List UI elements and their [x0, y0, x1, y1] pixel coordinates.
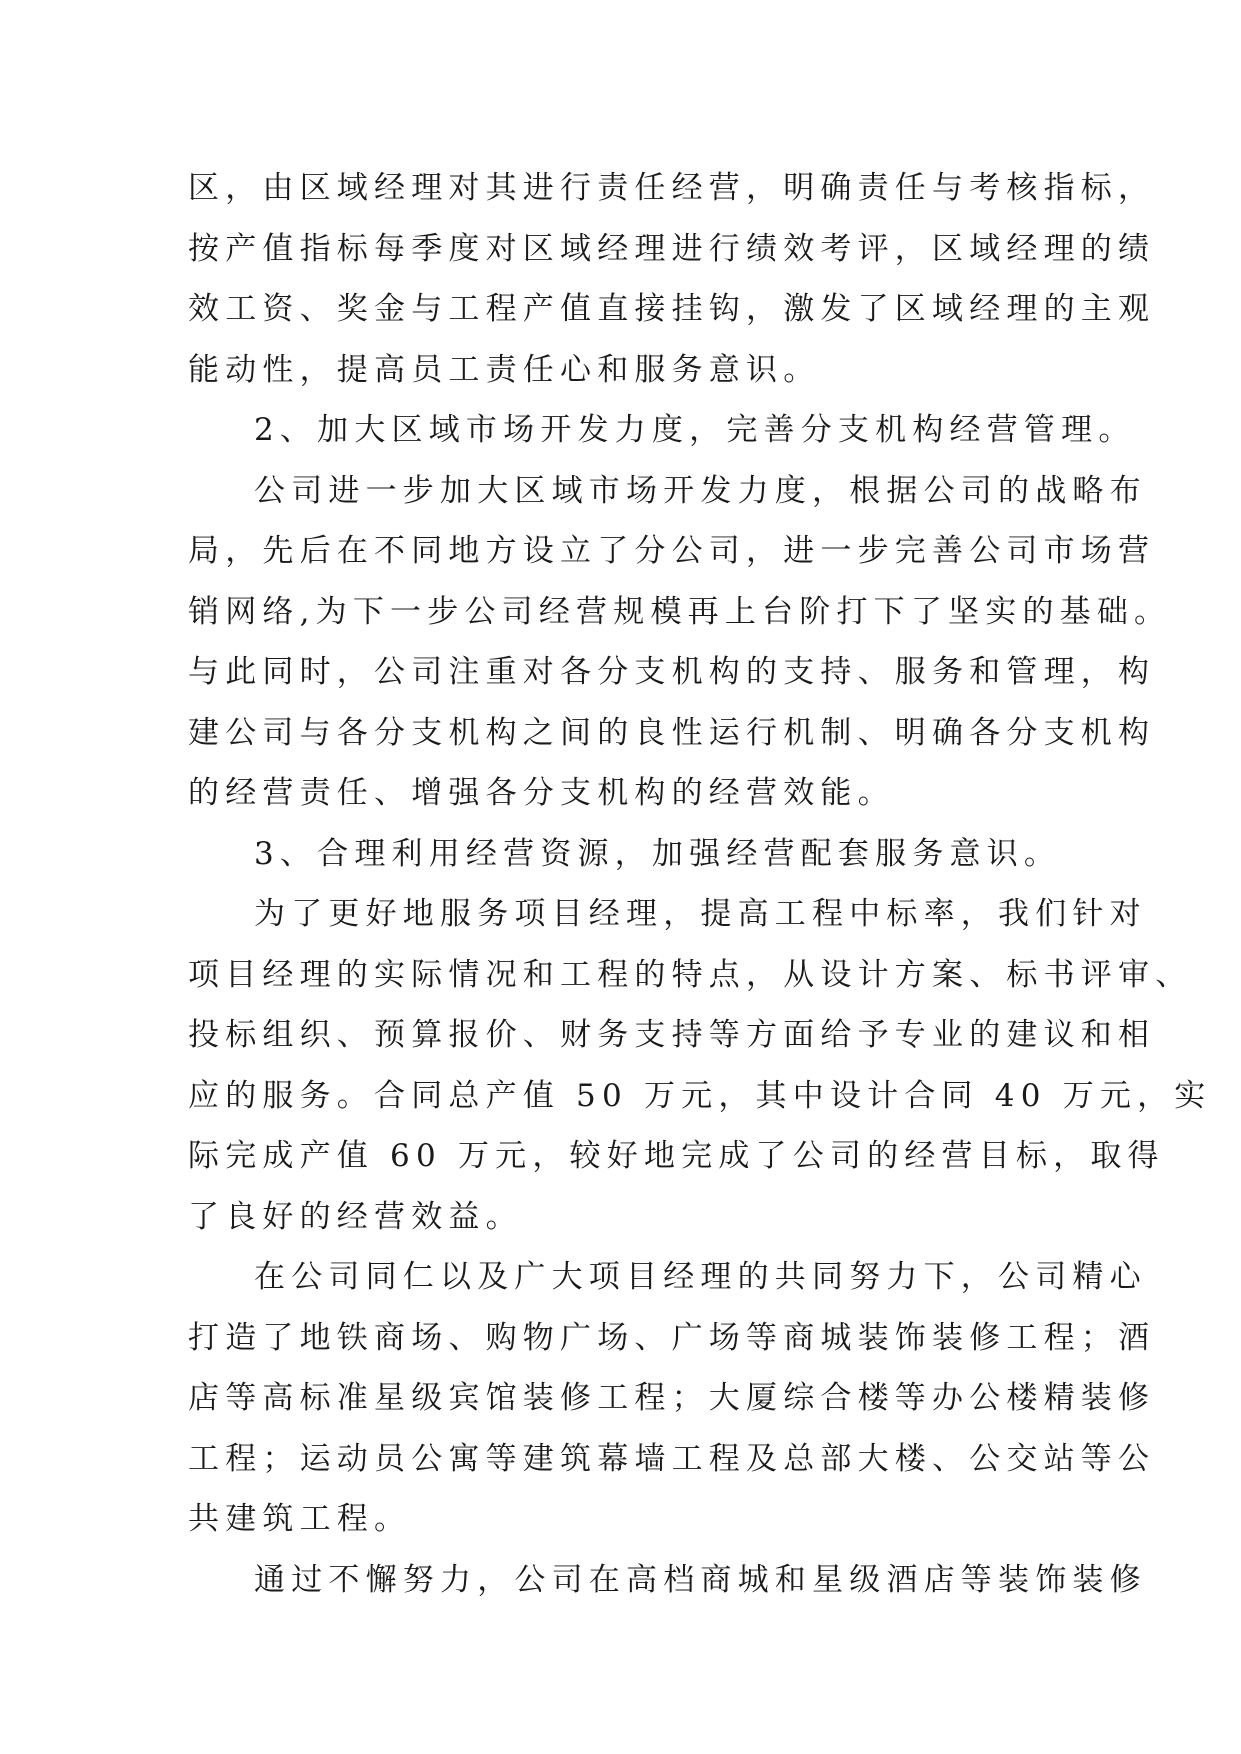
- text-line: 了良好的经营效益。: [188, 1198, 523, 1235]
- section-heading-2: 2、加大区域市场开发力度，完善分支机构经营管理。: [254, 412, 1136, 448]
- text-line: 与此同时，公司注重对各分支机构的支持、服务和管理，构: [188, 654, 1156, 690]
- text-line: 工程；运动员公寓等建筑幕墙工程及总部大楼、公交站等公: [188, 1440, 1156, 1477]
- text-line: 项目经理的实际情况和工程的特点，从设计方案、标书评审、: [188, 956, 1193, 993]
- text-line: 按产值指标每季度对区域经理进行绩效考评，区域经理的绩: [188, 230, 1156, 267]
- section-heading-3: 3、合理利用经营资源，加强经营配套服务意识。: [254, 835, 1062, 872]
- text-line: 共建筑工程。: [188, 1501, 412, 1537]
- text-line: 为了更好地服务项目经理，提高工程中标率，我们针对: [254, 896, 1147, 932]
- text-line: 公司进一步加大区域市场开发力度，根据公司的战略布: [254, 472, 1147, 509]
- text-line: 的经营责任、增强各分支机构的经营效能。: [188, 775, 895, 811]
- text-line: 在公司同仁以及广大项目经理的共同努力下，公司精心: [254, 1259, 1147, 1295]
- text-line: 局，先后在不同地方设立了分公司，进一步完善公司市场营: [188, 533, 1156, 569]
- text-line: 通过不懈努力，公司在高档商城和星级酒店等装饰装修: [254, 1561, 1147, 1598]
- text-line: 效工资、奖金与工程产值直接挂钩，激发了区域经理的主观: [188, 291, 1156, 327]
- text-line: 际完成产值 60 万元，较好地完成了公司的经营目标，取得: [188, 1138, 1165, 1174]
- document-body: [188, 158, 1212, 1610]
- text-line: 应的服务。合同总产值 50 万元，其中设计合同 40 万元，实: [188, 1077, 1212, 1114]
- text-line: 建公司与各分支机构之间的良性运行机制、明确各分支机构: [188, 714, 1156, 751]
- text-line: 能动性，提高员工责任心和服务意识。: [188, 351, 821, 388]
- text-line: 店等高标准星级宾馆装修工程；大厦综合楼等办公楼精装修: [188, 1380, 1156, 1416]
- text-line: 投标组织、预算报价、财务支持等方面给予专业的建议和相: [188, 1017, 1156, 1053]
- text-line: 区，由区域经理对其进行责任经营，明确责任与考核指标，: [188, 170, 1156, 206]
- text-line: 打造了地铁商场、购物广场、广场等商城装饰装修工程；酒: [188, 1319, 1156, 1356]
- text-line: 销网络,为下一步公司经营规模再上台阶打下了坚实的基础。: [188, 593, 1172, 630]
